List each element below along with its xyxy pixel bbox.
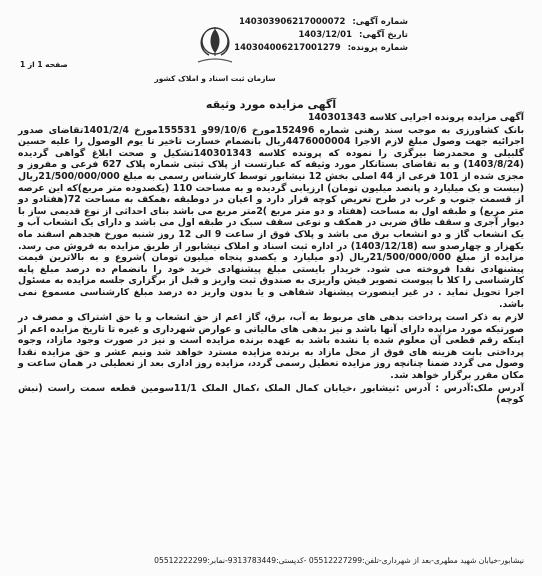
property-address: آدرس ملک:آدرس : آدرس :نیشابور ،خیابان کمال الملک ،کمال الملک 11/1سومین قطعه سمت راست (نبش کوچه) xyxy=(18,382,524,406)
announcement-number-row xyxy=(230,16,408,29)
document-body xyxy=(18,112,524,406)
conditions-paragraph: لازم به ذکر است پرداخت بدهی های مربوط به آب، برق، گاز اعم از حق انشعاب و یا حق اشتراک و مصرف در صورتیکه مورد مزایده دارای آنها باشد و نیز بدهی های مالیاتی و عوارض شهرداری و غیره تا تاریخ مزایده اعم از اینکه رقم قطعی آن معلوم شده یا نشده باشد به عهده برنده مزایده است و نیز در صورت وجود مازاد، وجوه پرداختی بابت هزینه های فوق از محل مازاد به برنده مزایده مسترد خواهد شد ونیم عشر و حق مزایده نقدا وصول می گردد ضمنا چنانچه روز مزایده تعطیل رسمی گردد، مزایده روز اداری بعد از تعطیلی در همان ساعت و مکان مقرر برگزار خواهد شد. xyxy=(18,312,524,382)
announcement-date-label: تاریخ آگهی: xyxy=(358,30,408,40)
announcement-date: 1403/12/01 xyxy=(298,30,352,40)
announcement-number-label: شماره آگهی: xyxy=(352,17,408,27)
office-contact-footer xyxy=(154,555,524,566)
document-title: آگهی مزایده مورد وثیقه xyxy=(205,98,337,111)
case-number-line: آگهی مزایده پرونده اجرایی کلاسه 140301343 xyxy=(307,112,524,123)
announcement-date-row xyxy=(230,29,408,42)
page-number: صفحه 1 از 1 xyxy=(20,60,68,69)
file-number: 140304006217001279 xyxy=(234,43,341,53)
announcement-number: 140303906217000072 xyxy=(238,17,346,27)
document-metadata xyxy=(230,16,408,55)
footer-line-1: نیشابور-خیابان شهید مطهری-بعد از شهرداری-تلفن:05512227299 -کدپستی:9313783449-نمابر:05512222299 xyxy=(154,556,524,565)
file-number-row xyxy=(230,42,408,55)
iran-emblem-icon xyxy=(190,22,240,68)
organization-name: سازمان ثبت اسناد و املاک کشور xyxy=(154,74,276,83)
file-number-label: شماره پرونده: xyxy=(347,43,408,53)
auction-details-paragraph: بانک کشاورزی به موجب سند رهنی شماره 152496مورخ 99/10/6و 155531مورخ 1401/2/4تقاضای صدور اجرائیه جهت وصول مبلغ لازم الاجرا 4476000004ریال بانضمام خسارت تاخیر تا یوم الوصول را علیه حسین گلبیلی و محمدرضا بیرگزی را نموده که پرونده کلاسه 140301343تشکیل و صحت ابلاغ گواهی گردیده (1403/8/24) و به تقاضای بستانکار مورد وثیقه که عبارتست از پلاک ثبتی شماره پلاک 627 فرعی و مفروز و مجزی شده از 101 فرعی از 44 اصلی بخش 12 نیشابور توسط کارشناس رسمی به مبلغ 21/500/000/000ریال (بیست و یک میلیارد و پانصد میلیون تومان) ارزیابی گردیده و به مساحت 110 (یکصدوده متر مربع)که این عرصه از قسمت جنوب و غرب در طرح تعریض کوچه قرار دارد و اعیان در دوطبقه ،همکف به مساحت 72(هفتادو دو متر مربع) و طبقه اول به مساحت (هفتاد و دو متر مربع )2متر مربع می باشد بنای احداثی از نوع قدیمی ساز با دیوار آجری و سقف طاق ضربی در همکف و نوعی سقف سبک در طبقه اول می باشد و دارای یک انشعاب آب و یک انشعاب گاز و دو انشعاب برق می باشد و پلاک فوق از ساعت 9 الی 12 روز شنبه مورخ هجدهم اسفند ماه یکهزار و چهارصدو سه (1403/12/18) در اداره ثبت اسناد و املاک نیشابور از طریق مزایده به فروش می رسد. مزایده از مبلغ 21/500/000/000ریال (دو میلیارد و یکصدو پنجاه میلیون تومان )شروع و به بالاترین قیمت پیشنهادی نقدا فروخته می شود. خریدار بایستی مبلغ پیشنهادی خرید خود را بانضمام ده درصد مبلغ پایه کارشناسی را کلا با پیوست تصویر فیش واریزی به صندوق ثبت واریز و قبل از برگزاری جلسه مزایده به مسئول اجرا تحویل نماید . در غیر اینصورت پیشنهاد شفاهی و یا بدون واریز ده درصد مبلغ کارشناسی مسموع نمی باشد. xyxy=(18,124,525,310)
